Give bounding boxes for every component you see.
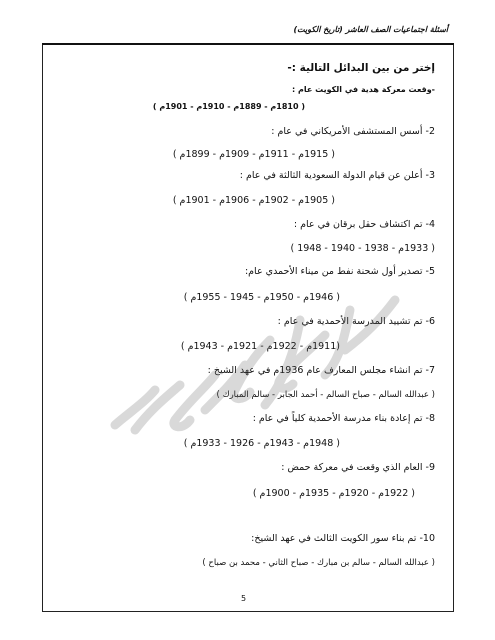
page-header: أسئلة اجتماعيات الصف العاشر (تاريخ الكويت) (293, 25, 448, 34)
options-1: ( 1810م - 1889م - 1910م - 1901م ) (152, 102, 305, 111)
section-title: إختر من بين البدائل التالية :- (287, 62, 435, 74)
options-5: ( 1946م - 1950م - 1945 - 1955م ) (183, 292, 340, 303)
page-number: 5 (241, 594, 247, 603)
question-10: 10- تم بناء سور الكويت الثالث في عهد الشيخ: (251, 533, 435, 544)
options-9: ( 1922م - 1920م - 1935م - 1900م ) (252, 488, 415, 499)
options-4: ( 1933م - 1938 - 1940 - 1948 ) (290, 243, 435, 254)
options-2: ( 1915م - 1911م - 1909م - 1899م ) (172, 149, 335, 160)
options-3: ( 1905م - 1902م - 1906م - 1901م ) (172, 195, 335, 206)
question-9: 9- العام الذي وقعت في معركة حمض : (281, 462, 435, 473)
question-2: 2- أسس المستشفى الأمريكاني في عام : (271, 126, 435, 137)
question-3: 3- أعلن عن قيام الدولة السعودية الثالثة في عام : (239, 170, 435, 181)
options-8: ( 1948م - 1943م - 1926 - 1933م ) (183, 438, 340, 449)
question-1: -وقعت معركة هدية في الكويت عام : (292, 85, 435, 94)
question-5: 5- تصدير أول شحنة نفط من ميناء الأحمدي عام: (244, 266, 435, 277)
question-7: 7- تم انشاء مجلس المعارف عام 1936م في عهد الشيخ : (207, 365, 435, 376)
question-4: 4- تم اكتشاف حقل برقان في عام : (293, 219, 435, 230)
header-rule (42, 43, 454, 45)
options-7: ( عبدالله السالم - صباح السالم - أحمد الجابر - سالم المبارك ) (216, 390, 435, 400)
options-6: (1911م - 1922م - 1921م - 1943م ) (180, 341, 340, 352)
question-8: 8- تم إعادة بناء مدرسة الأحمدية كلياً في عام : (252, 413, 435, 424)
question-6: 6- تم تشييد المدرسة الأحمدية في عام : (277, 316, 435, 327)
options-10: ( عبدالله السالم - سالم بن مبارك - صباح الثاني - محمد بن صباح ) (202, 558, 435, 568)
